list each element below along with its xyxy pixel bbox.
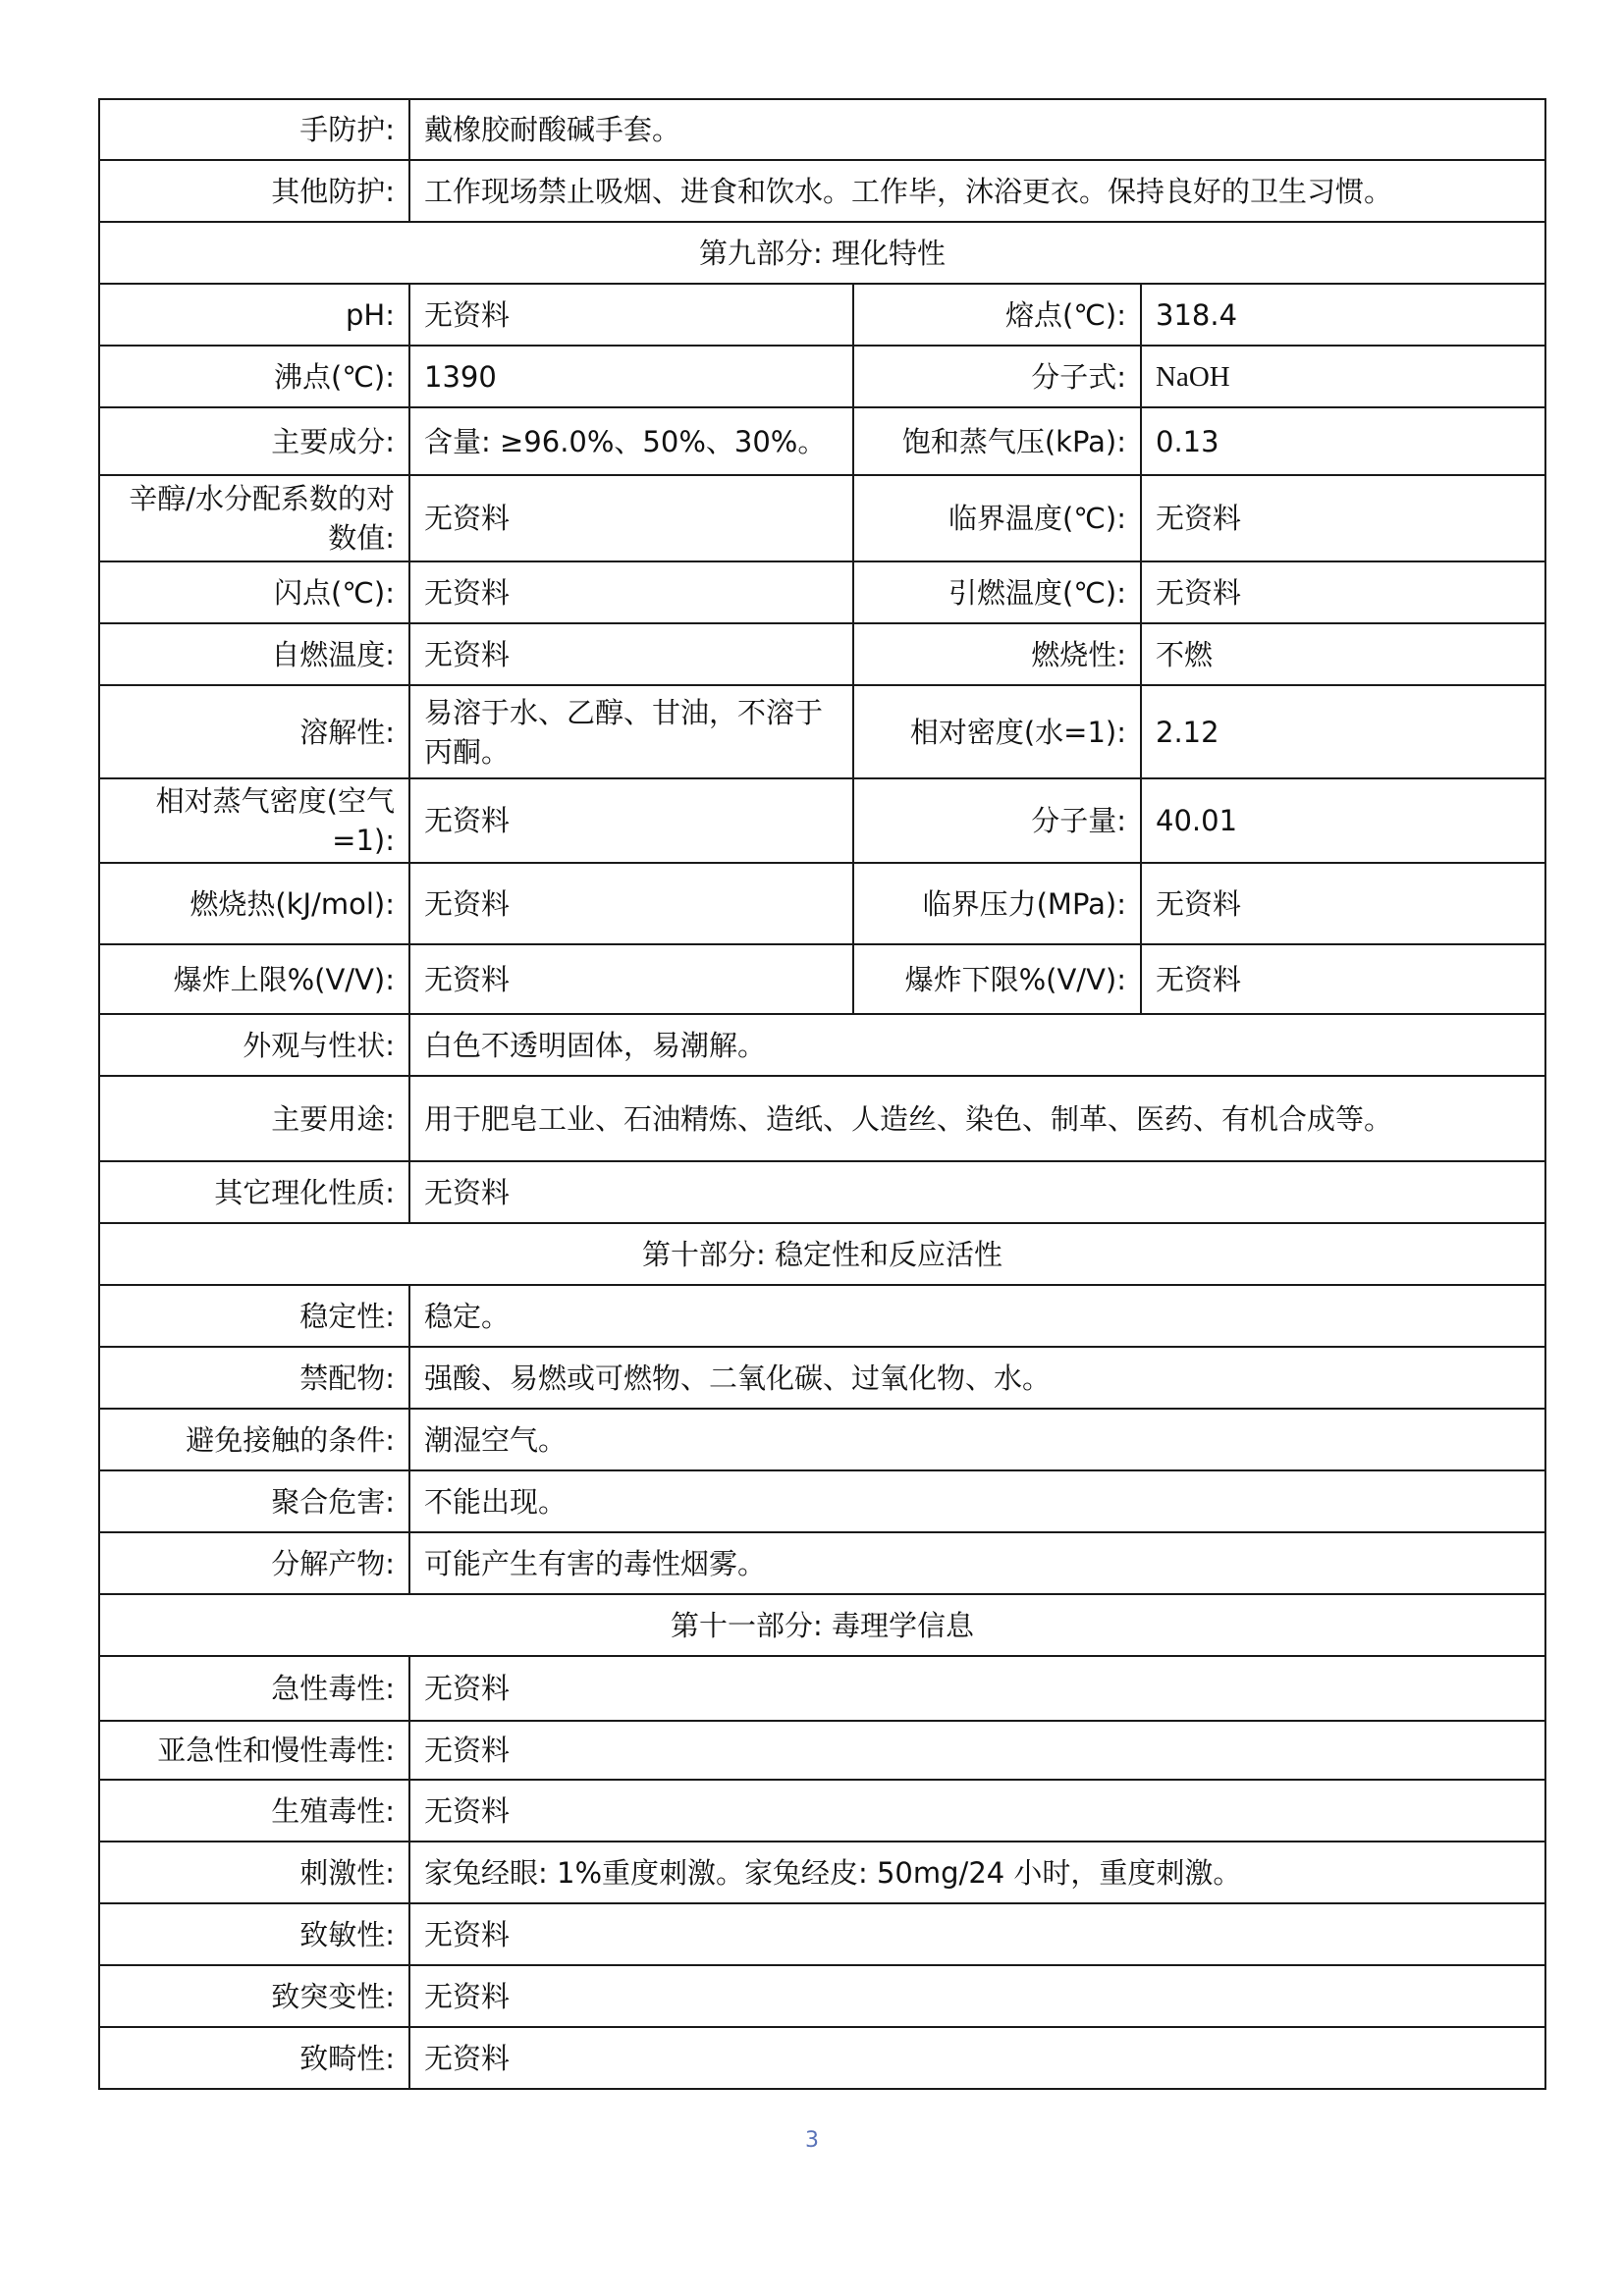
label-avoid-conditions: 避免接触的条件: <box>99 1409 409 1470</box>
value-flash-point: 无资料 <box>409 561 853 623</box>
label-decomposition: 分解产物: <box>99 1532 409 1594</box>
value-octanol-water: 无资料 <box>409 475 853 561</box>
label-reproductive-toxicity: 生殖毒性: <box>99 1780 409 1842</box>
section-9-header <box>99 222 1545 284</box>
label-autoignition: 自燃温度: <box>99 623 409 685</box>
label-critical-temperature: 临界温度(℃): <box>853 475 1141 561</box>
row-autoignition-flammability <box>99 623 1545 685</box>
label-other-protection: 其他防护: <box>99 160 409 222</box>
row-flash-ignition <box>99 561 1545 623</box>
msds-table <box>98 98 1546 2090</box>
value-relative-density: 2.12 <box>1141 685 1545 778</box>
value-autoignition: 无资料 <box>409 623 853 685</box>
value-acute-toxicity: 无资料 <box>409 1656 1545 1721</box>
label-irritation: 刺激性: <box>99 1842 409 1903</box>
value-combustion-heat: 无资料 <box>409 863 853 944</box>
value-formula: NaOH <box>1141 346 1545 407</box>
row-polymerization <box>99 1470 1545 1532</box>
label-molecular-weight: 分子量: <box>853 778 1141 863</box>
label-chronic-toxicity: 亚急性和慢性毒性: <box>99 1721 409 1780</box>
value-ph: 无资料 <box>409 284 853 346</box>
row-avoid-conditions <box>99 1409 1545 1470</box>
row-stability <box>99 1285 1545 1347</box>
value-incompatible: 强酸、易燃或可燃物、二氧化碳、过氧化物、水。 <box>409 1347 1545 1409</box>
section-10-title: 第十部分: 稳定性和反应活性 <box>99 1223 1545 1285</box>
label-stability: 稳定性: <box>99 1285 409 1347</box>
row-irritation <box>99 1842 1545 1903</box>
value-boiling-point: 1390 <box>409 346 853 407</box>
value-hand-protection: 戴橡胶耐酸碱手套。 <box>409 99 1545 160</box>
value-upper-explosion-limit: 无资料 <box>409 944 853 1014</box>
label-flash-point: 闪点(℃): <box>99 561 409 623</box>
label-boiling-point: 沸点(℃): <box>99 346 409 407</box>
label-incompatible: 禁配物: <box>99 1347 409 1409</box>
row-acute-toxicity <box>99 1656 1545 1721</box>
label-upper-explosion-limit: 爆炸上限%(V/V): <box>99 944 409 1014</box>
label-appearance: 外观与性状: <box>99 1014 409 1076</box>
label-flammability: 燃烧性: <box>853 623 1141 685</box>
row-reproductive-toxicity <box>99 1780 1545 1842</box>
value-molecular-weight: 40.01 <box>1141 778 1545 863</box>
row-appearance <box>99 1014 1545 1076</box>
value-sensitization: 无资料 <box>409 1903 1545 1965</box>
row-teratogenicity <box>99 2027 1545 2089</box>
label-ignition-temperature: 引燃温度(℃): <box>853 561 1141 623</box>
value-composition: 含量: ≥96.0%、50%、30%。 <box>409 407 853 475</box>
label-relative-density: 相对密度(水=1): <box>853 685 1141 778</box>
page-number: 3 <box>805 2128 819 2153</box>
row-vapor-density-mol-weight <box>99 778 1545 863</box>
label-ph: pH: <box>99 284 409 346</box>
value-solubility: 易溶于水、乙醇、甘油，不溶于丙酮。 <box>409 685 853 778</box>
row-chronic-toxicity <box>99 1721 1545 1780</box>
row-explosion-limits <box>99 944 1545 1014</box>
value-main-uses: 用于肥皂工业、石油精炼、造纸、人造丝、染色、制革、医药、有机合成等。 <box>409 1076 1545 1161</box>
value-polymerization: 不能出现。 <box>409 1470 1545 1532</box>
section-9-title: 第九部分: 理化特性 <box>99 222 1545 284</box>
value-vapor-pressure: 0.13 <box>1141 407 1545 475</box>
value-stability: 稳定。 <box>409 1285 1545 1347</box>
label-acute-toxicity: 急性毒性: <box>99 1656 409 1721</box>
value-critical-temperature: 无资料 <box>1141 475 1545 561</box>
row-sensitization <box>99 1903 1545 1965</box>
row-combustion-critical-pressure <box>99 863 1545 944</box>
row-hand-protection <box>99 99 1545 160</box>
value-other-protection: 工作现场禁止吸烟、进食和饮水。工作毕，沐浴更衣。保持良好的卫生习惯。 <box>409 160 1545 222</box>
value-teratogenicity: 无资料 <box>409 2027 1545 2089</box>
section-11-title: 第十一部分: 毒理学信息 <box>99 1594 1545 1656</box>
value-critical-pressure: 无资料 <box>1141 863 1545 944</box>
row-other-properties <box>99 1161 1545 1223</box>
row-main-uses <box>99 1076 1545 1161</box>
label-critical-pressure: 临界压力(MPa): <box>853 863 1141 944</box>
row-mutagenicity <box>99 1965 1545 2027</box>
value-other-properties: 无资料 <box>409 1161 1545 1223</box>
value-avoid-conditions: 潮湿空气。 <box>409 1409 1545 1470</box>
value-mutagenicity: 无资料 <box>409 1965 1545 2027</box>
row-other-protection <box>99 160 1545 222</box>
row-boiling-formula <box>99 346 1545 407</box>
value-melting-point: 318.4 <box>1141 284 1545 346</box>
label-vapor-density: 相对蒸气密度(空气=1): <box>99 778 409 863</box>
label-combustion-heat: 燃烧热(kJ/mol): <box>99 863 409 944</box>
row-octanol-critical-temp <box>99 475 1545 561</box>
label-vapor-pressure: 饱和蒸气压(kPa): <box>853 407 1141 475</box>
row-composition-vapor-pressure <box>99 407 1545 475</box>
value-lower-explosion-limit: 无资料 <box>1141 944 1545 1014</box>
value-irritation: 家兔经眼: 1%重度刺激。家兔经皮: 50mg/24 小时，重度刺激。 <box>409 1842 1545 1903</box>
section-11-header <box>99 1594 1545 1656</box>
label-other-properties: 其它理化性质: <box>99 1161 409 1223</box>
label-melting-point: 熔点(℃): <box>853 284 1141 346</box>
label-hand-protection: 手防护: <box>99 99 409 160</box>
row-decomposition <box>99 1532 1545 1594</box>
label-main-uses: 主要用途: <box>99 1076 409 1161</box>
value-chronic-toxicity: 无资料 <box>409 1721 1545 1780</box>
row-incompatible <box>99 1347 1545 1409</box>
row-solubility-density <box>99 685 1545 778</box>
row-ph-melting <box>99 284 1545 346</box>
label-polymerization: 聚合危害: <box>99 1470 409 1532</box>
value-appearance: 白色不透明固体，易潮解。 <box>409 1014 1545 1076</box>
label-lower-explosion-limit: 爆炸下限%(V/V): <box>853 944 1141 1014</box>
label-sensitization: 致敏性: <box>99 1903 409 1965</box>
label-formula: 分子式: <box>853 346 1141 407</box>
value-reproductive-toxicity: 无资料 <box>409 1780 1545 1842</box>
label-octanol-water: 辛醇/水分配系数的对数值: <box>99 475 409 561</box>
value-flammability: 不燃 <box>1141 623 1545 685</box>
value-ignition-temperature: 无资料 <box>1141 561 1545 623</box>
section-10-header <box>99 1223 1545 1285</box>
value-vapor-density: 无资料 <box>409 778 853 863</box>
label-composition: 主要成分: <box>99 407 409 475</box>
value-decomposition: 可能产生有害的毒性烟雾。 <box>409 1532 1545 1594</box>
label-mutagenicity: 致突变性: <box>99 1965 409 2027</box>
label-teratogenicity: 致畸性: <box>99 2027 409 2089</box>
label-solubility: 溶解性: <box>99 685 409 778</box>
